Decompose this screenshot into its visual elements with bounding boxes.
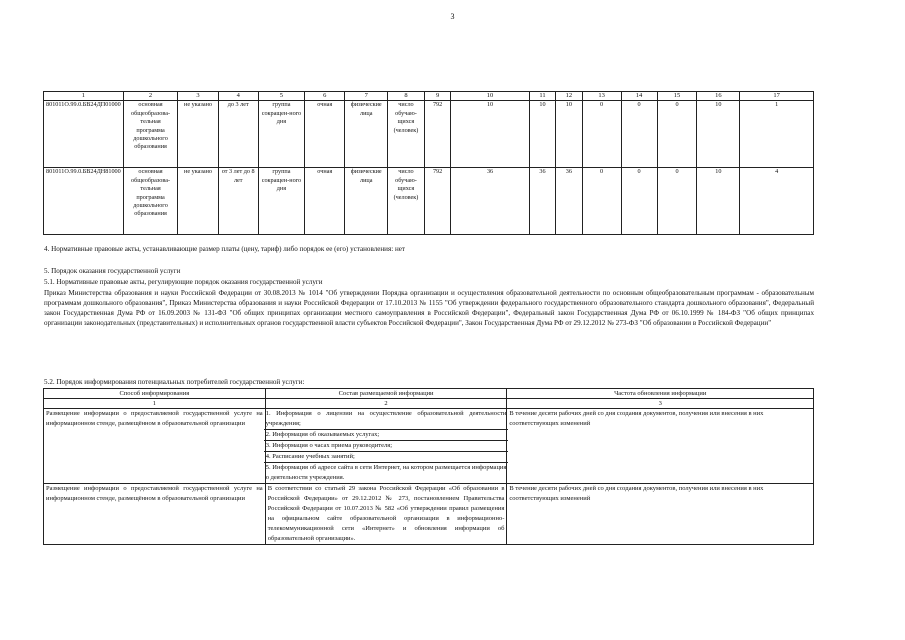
table-cell: 1 (740, 101, 814, 168)
table-cell: число обучаю-щихся (человек) (388, 168, 425, 235)
table-header-row (44, 389, 814, 399)
column-header: Состав размещаемой информации (265, 389, 507, 399)
table-cell: физические лица (345, 101, 388, 168)
age-cell: до 3 лет (218, 101, 258, 168)
table-cell: 0 (657, 168, 697, 235)
list-item: 2. Информация об оказываемых услугах; (264, 429, 509, 440)
column-header: Способ информирования (44, 389, 266, 399)
column-number: 10 (451, 92, 529, 101)
column-number: 14 (621, 92, 657, 101)
section-5-2-heading: 5.2. Порядок информирования потенциальных потребителей государственной услуги: (44, 378, 305, 386)
services-volume-table (43, 91, 814, 235)
list-item: 3. Информация о часах приема руководителя; (264, 440, 509, 451)
column-number: 3 (178, 92, 218, 101)
table-cell: физические лица (345, 168, 388, 235)
table-row (44, 409, 814, 484)
column-number: 8 (388, 92, 425, 101)
table-cell: очная (305, 168, 345, 235)
table-row (44, 484, 814, 545)
table-cell: группа сокращен-ного дня (258, 168, 304, 235)
information-table (43, 388, 814, 545)
table-cell: не указано (178, 168, 218, 235)
age-cell: от 3 лет до 8 лет (218, 168, 258, 235)
table-cell: 792 (424, 168, 451, 235)
column-number: 1 (44, 399, 266, 409)
table-number-row (44, 399, 814, 409)
table-cell: 36 (529, 168, 555, 235)
table-cell: 10 (556, 101, 582, 168)
table-cell: 10 (451, 101, 529, 168)
column-number: 12 (556, 92, 582, 101)
method-cell: Размещение информации о предоставляемой государственной услуге на информационном стенде, размещённом в образовательной организации (44, 484, 266, 545)
table-cell: 0 (657, 101, 697, 168)
frequency-cell: В течение десяти рабочих дней со дня создания документов, получения или внесения в них соответствующих изменений (507, 484, 814, 545)
column-header: Частота обновления информации (507, 389, 814, 399)
column-number: 6 (305, 92, 345, 101)
column-number: 2 (265, 399, 507, 409)
registry-code: 801011О.99.0.БВ24ДП01000 (44, 101, 124, 168)
table-cell: 0 (621, 168, 657, 235)
table-cell: 0 (621, 101, 657, 168)
table-cell: 0 (582, 101, 621, 168)
table-cell: не указано (178, 101, 218, 168)
column-number: 2 (123, 92, 178, 101)
content-cell: В соответствии со статьей 29 закона Российской Федерации «Об образовании в Российской Федерации» от 29.12.2012 № 273, постановлением Правительства Российской Федерации от 10.07.2013 № 582 «Об утверждении правил размещения на официальном сайте образовательной организации в информационно-телекоммуникационной сети «Интернет» и обновления информации об образовательной организации». (265, 484, 507, 545)
column-number: 11 (529, 92, 555, 101)
table-cell: 0 (582, 168, 621, 235)
frequency-cell: В течение десяти рабочих дней со дня создания документов, получения или внесения в них соответствующих изменений (507, 409, 814, 484)
column-number: 16 (697, 92, 740, 101)
list-item: 4. Расписание учебных занятий; (264, 451, 509, 462)
column-number: 4 (218, 92, 258, 101)
column-number: 5 (258, 92, 304, 101)
column-number: 3 (507, 399, 814, 409)
table-cell: 36 (451, 168, 529, 235)
section-4-text: 4. Нормативные правовые акты, устанавливающие размер платы (цену, тариф) либо порядок ее (его) установления: нет (44, 245, 406, 253)
section-5-heading: 5. Порядок оказания государственной услуги (44, 267, 181, 275)
table-row (44, 168, 814, 235)
table-row (44, 101, 814, 168)
program-cell: основная общеобразова-тельная программа дошкольного образования (123, 168, 178, 235)
program-cell: основная общеобразова-тельная программа дошкольного образования (123, 101, 178, 168)
table-cell: 10 (697, 101, 740, 168)
table-cell: группа сокращен-ного дня (258, 101, 304, 168)
column-number: 13 (582, 92, 621, 101)
table-header-row (44, 92, 814, 101)
section-5-1-body: Приказ Министерства образования и науки Российской Федерации от 30.08.2013 № 1014 "Об утверждении Порядка организации и осуществления образовательной деятельности по основным общеобразовательным программам - образовательным программам дошкольного образования", Приказ Министерства образования и науки Российской Федерации от 17.10.2013 № 1155 "Об утверждении федерального государственного образовательного стандарта дошкольного образования", Федеральный закон Государственная Дума РФ от 16.09.2003 № 131-ФЗ "Об общих принципах организации местного самоуправления в Российской Федерации", Федеральный закон Государственная Дума РФ от 06.10.1999 № 184-ФЗ "Об общих принципах организации законодательных (представительных) и исполнительных органов государственной власти субъектов Российской Федерации", Закон Государственная Дума РФ от 29.12.2012 № 273-ФЗ "Об образовании в Российской Федерации" (44, 289, 814, 327)
page-number: 3 (450, 12, 455, 21)
column-number: 7 (345, 92, 388, 101)
column-number: 15 (657, 92, 697, 101)
column-number: 17 (740, 92, 814, 101)
table-cell: 10 (529, 101, 555, 168)
table-cell: 792 (424, 101, 451, 168)
section-5-1-heading: 5.1. Нормативные правовые акты, регулирующие порядок оказания государственной услуги (44, 278, 323, 286)
column-number: 9 (424, 92, 451, 101)
list-item: 1. Информация о лицензии на осуществление образовательной деятельности учреждения; (265, 410, 507, 427)
registry-code: 801011О.99.0.БВ24ДН81000 (44, 168, 124, 235)
table-cell: число обучаю-щихся (человек) (388, 101, 425, 168)
table-cell: 10 (697, 168, 740, 235)
table-cell: 36 (556, 168, 582, 235)
table-cell: очная (305, 101, 345, 168)
column-number: 1 (44, 92, 124, 101)
list-item: 5. Информация об адресе сайта в сети Интернет, на котором размещается информация о деятельности учреждения. (265, 464, 507, 481)
table-cell: 4 (740, 168, 814, 235)
content-cell (265, 409, 507, 484)
method-cell: Размещение информации о предоставляемой государственной услуге на информационном стенде, размещённом в образовательной организации (44, 409, 266, 484)
